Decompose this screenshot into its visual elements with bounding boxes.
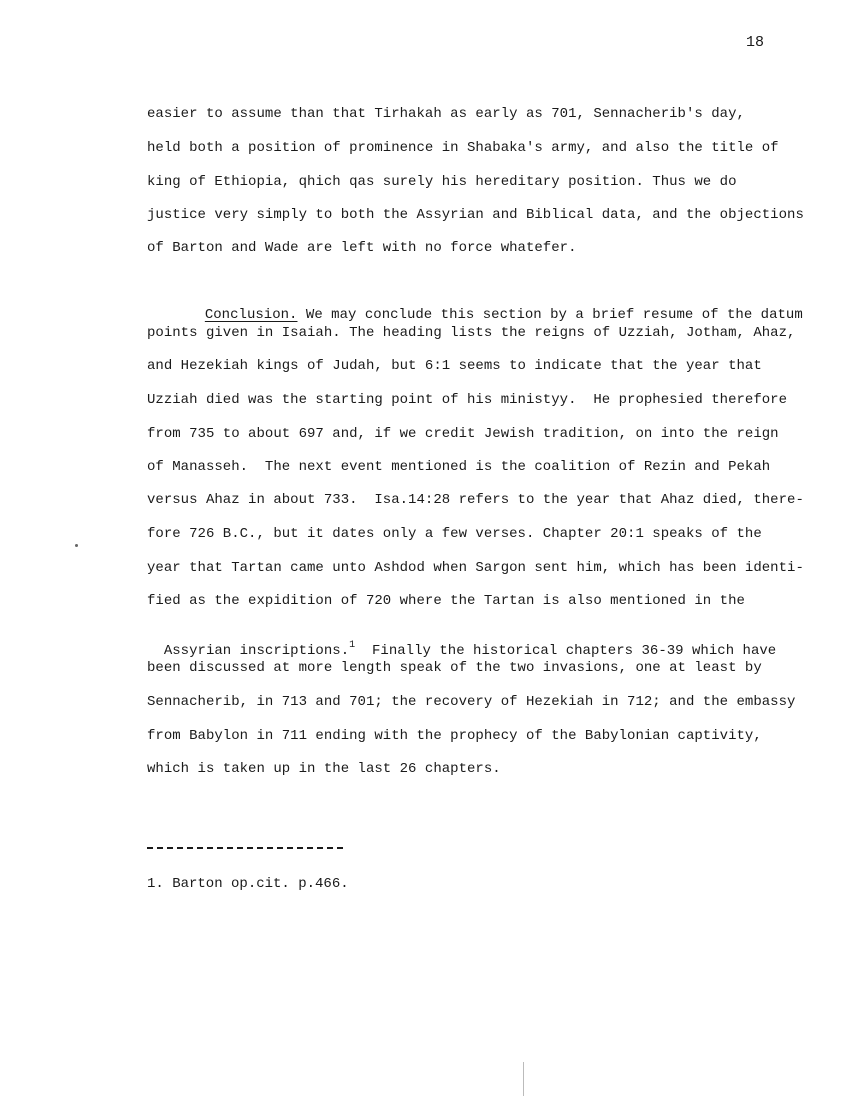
paragraph2-line: points given in Isaiah. The heading lists the reigns of Uzziah, Jotham, Ahaz, xyxy=(147,325,796,341)
paragraph2-line: been discussed at more length speak of the two invasions, one at least by xyxy=(147,660,762,676)
margin-speck xyxy=(75,544,78,547)
footnote-marker: 1 xyxy=(349,640,356,651)
paragraph1-line: of Barton and Wade are left with no force whatefer. xyxy=(147,240,577,256)
paragraph2-line: Uzziah died was the starting point of his ministyy. He prophesied therefore xyxy=(147,392,788,408)
paragraph2-line: which is taken up in the last 26 chapters. xyxy=(147,761,501,777)
paragraph2-line: versus Ahaz in about 733. Isa.14:28 refers to the year that Ahaz died, there- xyxy=(147,492,804,508)
paragraph1-line: held both a position of prominence in Shabaka's army, and also the title of xyxy=(147,140,779,156)
paragraph2-line: year that Tartan came unto Ashdod when Sargon sent him, which has been identi- xyxy=(147,560,804,576)
paragraph2-line: from 735 to about 697 and, if we credit Jewish tradition, on into the reign xyxy=(147,426,779,442)
paragraph2-line: and Hezekiah kings of Judah, but 6:1 seems to indicate that the year that xyxy=(147,358,762,374)
footnote-line-after: Finally the historical chapters 36-39 which have xyxy=(355,643,777,659)
conclusion-heading: Conclusion. xyxy=(204,307,298,323)
paragraph2-line: fore 726 B.C., but it dates only a few verses. Chapter 20:1 speaks of the xyxy=(147,526,762,542)
paragraph1-line: justice very simply to both the Assyrian and Biblical data, and the objections xyxy=(147,207,804,223)
footnote-line-before: Assyrian inscriptions. xyxy=(163,643,350,659)
paragraph2-line: of Manasseh. The next event mentioned is the coalition of Rezin and Pekah xyxy=(147,459,771,475)
paragraph2-line: Sennacherib, in 713 and 701; the recovery of Hezekiah in 712; and the embassy xyxy=(147,694,796,710)
footnote-divider xyxy=(147,847,343,849)
paragraph2-footnote-line xyxy=(147,627,776,659)
footnote: 1. Barton op.cit. p.466. xyxy=(147,876,349,892)
scan-mark xyxy=(523,1062,524,1096)
conclusion-first-line-text: We may conclude this section by a brief resume of the datum xyxy=(297,307,803,323)
paragraph1-line: easier to assume than that Tirhakah as early as 701, Sennacherib's day, xyxy=(147,106,745,122)
paragraph1-line: king of Ethiopia, qhich qas surely his hereditary position. Thus we do xyxy=(147,174,737,190)
paragraph2-line: fied as the expidition of 720 where the Tartan is also mentioned in the xyxy=(147,593,745,609)
paragraph2-line: from Babylon in 711 ending with the prophecy of the Babylonian captivity, xyxy=(147,728,762,744)
conclusion-first-line xyxy=(188,291,803,323)
page-number: 18 xyxy=(746,34,765,51)
